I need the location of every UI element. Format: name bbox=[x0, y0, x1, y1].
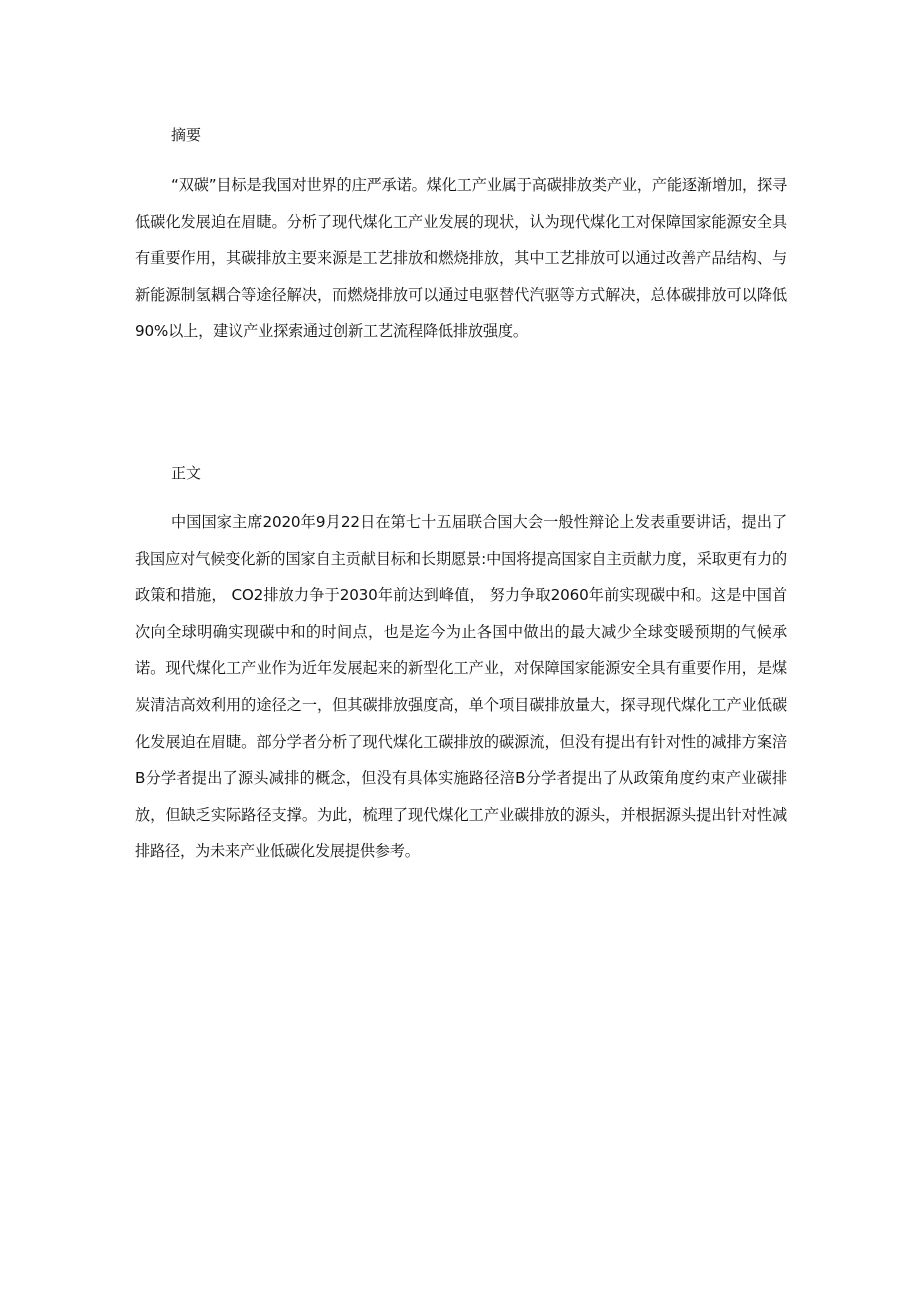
abstract-paragraph: “双碳”目标是我国对世界的庄严承诺。煤化工产业属于高碳排放类产业，产能逐渐增加，探寻低碳化发展迫在眉睫。分析了现代煤化工产业发展的现状，认为现代煤化工对保障国家能源安全具有重要作用，其碳排放主要来源是工艺排放和燃烧排放，其中工艺排放可以通过改善产品结构、与新能源制氢耦合等途径解决，而燃烧排放可以通过电驱替代汽驱等方式解决，总体碳排放可以降低90%以上，建议产业探索通过创新工艺流程降低排放强度。 bbox=[135, 176, 787, 341]
body-heading: 正文 bbox=[171, 464, 202, 482]
body-paragraph: 中国国家主席2020年9月22日在第七十五届联合国大会一般性辩论上发表重要讲话，提出了我国应对气候变化新的国家自主贡献目标和长期愿景:中国将提高国家自主贡献力度，采取更有力的政策和措施， CO2排放力争于2030年前达到峰值， 努力争取2060年前实现碳中和。这是中国首次向全球明确实现碳中和的时间点，也是迄今为止各国中做出的最大减少全球变暖预期的气候承诺。现代煤化工产业作为近年发展起来的新型化工产业，对保障国家能源安全具有重要作用，是煤炭清洁高效利用的途径之一，但其碳排放强度高，单个项目碳排放量大，探寻现代煤化工产业低碳化发展迫在眉睫。部分学者分析了现代煤化工碳排放的碳源流，但没有提出有针对性的减排方案涪B分学者提出了源头减排的概念，但没有具体实施路径涪B分学者提出了从政策角度约束产业碳排放，但缺乏实际路径支撑。为此，梳理了现代煤化工产业碳排放的源头，并根据源头提出针对性减排路径，为未来产业低碳化发展提供参考。 bbox=[135, 513, 787, 861]
abstract-heading: 摘要 bbox=[171, 126, 202, 144]
